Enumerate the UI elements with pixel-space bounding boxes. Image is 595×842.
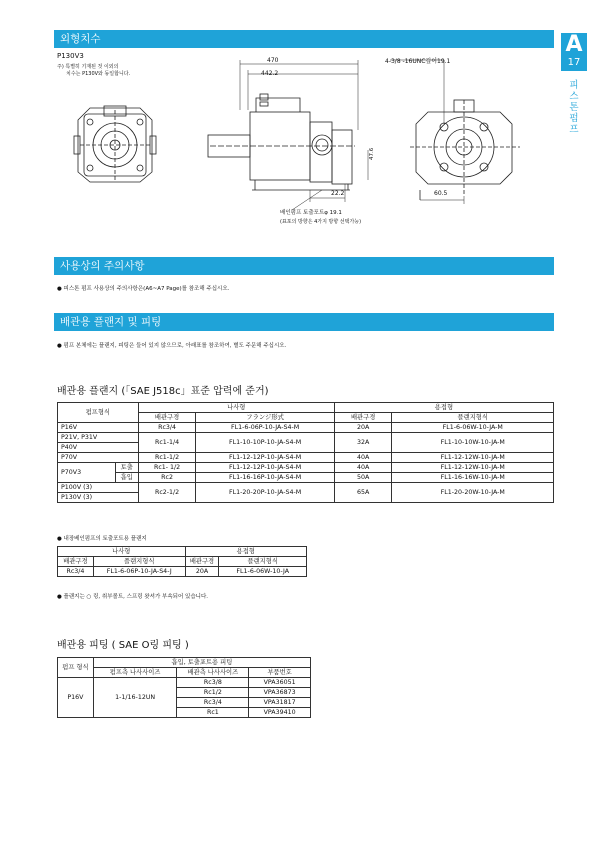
h-weld: 용접형 — [334, 403, 553, 413]
piping-text: ● 펌프 본체에는 플랜지, 피팅은 들어 있지 않으므로, 아래표를 참조하여, 별도 주문해 주십시오. — [57, 343, 287, 349]
h-pipe-side: 배관측 나사사이즈 — [177, 668, 249, 678]
h-pump: 펌프형식 — [58, 403, 139, 423]
cell-screw-port: Rc1-1/4 — [138, 433, 196, 453]
cell-weld-port: 32A — [334, 433, 392, 453]
cell-pipe-thread: Rc1 — [177, 708, 249, 718]
table-row — [58, 423, 554, 433]
flange-title: 배관용 플랜지 (「SAE J518c」표준 압력에 준거) — [57, 386, 269, 397]
cell-pipe-thread: Rc1/2 — [177, 688, 249, 698]
fitting-title: 배관용 피팅 ( SAE O링 피팅 ) — [57, 640, 189, 651]
chapter-label — [566, 80, 582, 135]
cell-screw-flange: FL1-16-16P-10-JA-S4-M — [196, 473, 334, 483]
h-part: 부품번호 — [249, 668, 311, 678]
cell-pump: P70V3 — [58, 463, 116, 483]
rear-view — [410, 100, 520, 200]
dim-442-2: 442.2 — [261, 70, 279, 77]
cell-weld-port: 40A — [334, 453, 392, 463]
h-screw-port: 배관구경 — [58, 557, 94, 567]
cell-part: VPA36873 — [249, 688, 311, 698]
cell-pump: P70V — [58, 453, 139, 463]
section-outline-bar — [54, 30, 554, 48]
cell-screw-port: Rc2 — [138, 473, 196, 483]
flange-footnote: ● 플랜지는 ○ 링, 취부볼트, 스프링 왓셔가 부속되어 있습니다. — [57, 594, 209, 600]
cell-pipe-thread: Rc3/4 — [177, 698, 249, 708]
h-weld-port: 배관구경 — [334, 413, 392, 423]
table-row — [58, 567, 307, 577]
h-weld-port: 배관구경 — [185, 557, 219, 567]
cell-port-type: 흡입 — [115, 473, 138, 483]
chapter-tab — [561, 33, 587, 71]
h-screw: 나사형 — [138, 403, 334, 413]
cell-weld-flange: FL1-20-20W-10-JA-M — [392, 483, 554, 503]
cell-screw-flange: FL1-12-12P-10-JA-S4-M — [196, 463, 334, 473]
h-pump-side: 펌프측 나사사이즈 — [93, 668, 177, 678]
front-view — [74, 106, 156, 182]
flange-table — [57, 402, 554, 503]
cell-screw-port: Rc3/4 — [58, 567, 94, 577]
cell-screw-flange: FL1-12-12P-10-JA-S4-M — [196, 453, 334, 463]
h-pump: 펌프 형식 — [58, 658, 94, 678]
outline-note-2: 치수는 P130V와 동일합니다. — [66, 71, 131, 77]
cell-weld-flange: FL1-10-10W-10-JA-M — [392, 433, 554, 453]
h-screw: 나사형 — [58, 547, 186, 557]
table-row — [58, 433, 554, 443]
cell-screw-port: Rc2-1/2 — [138, 483, 196, 503]
cell-weld-port: 20A — [185, 567, 219, 577]
cell-screw-flange: FL1-10-10P-10-JA-S4-M — [196, 433, 334, 453]
table-row — [58, 473, 554, 483]
cell-pump: P16V — [58, 423, 139, 433]
cell-pipe-thread: Rc3/8 — [177, 678, 249, 688]
cell-pump: P130V (3) — [58, 493, 139, 503]
drain-port-label: 배인펌프 토출포트φ 19.1 — [280, 210, 342, 216]
h-screw-port: 배관구경 — [138, 413, 196, 423]
dim-470: 470 — [267, 57, 279, 64]
h-weld-flange: 플랜지형식 — [392, 413, 554, 423]
cell-screw-flange: FL1-6-06P-10-JA-S4-J — [93, 567, 185, 577]
h-weld-flange: 플랜지형식 — [219, 557, 307, 567]
cell-part: VPA36051 — [249, 678, 311, 688]
cell-pump: P100V (3) — [58, 483, 139, 493]
cell-screw-port: Rc1-1/2 — [138, 453, 196, 463]
precautions-text: ● 피스톤 펌프 사용상의 주의사항은(A6~A7 Page)를 참조해 주십시오. — [57, 286, 230, 292]
cell-pump: P40V — [58, 443, 139, 453]
cell-pump-thread: 1-1/16-12UN — [93, 678, 177, 718]
outline-note-1: 주) 특별히 기재된 것 이외의 — [57, 64, 119, 70]
section-piping-bar — [54, 313, 554, 331]
table-row — [58, 483, 554, 493]
cell-weld-port: 50A — [334, 473, 392, 483]
page-number: 17 — [567, 57, 581, 68]
section-precautions-title: 사용상의 주의사항 — [60, 260, 145, 272]
chapter-label-text: 피스톤펌프 — [569, 80, 579, 135]
cell-pump: P16V — [58, 678, 94, 718]
model-label: P130V3 — [57, 52, 84, 60]
h-weld: 용접형 — [185, 547, 306, 557]
section-piping-title: 배관용 플랜지 및 피팅 — [60, 316, 162, 328]
cell-weld-port: 40A — [334, 463, 392, 473]
cell-weld-flange: FL1-12-12W-10-JA-M — [392, 453, 554, 463]
cell-part: VPA31817 — [249, 698, 311, 708]
section-outline-title: 외형치수 — [60, 33, 101, 45]
cell-weld-flange: FL1-6-06W-10-JA-M — [392, 423, 554, 433]
cell-port-type: 토출 — [115, 463, 138, 473]
chapter-letter: A — [565, 32, 583, 57]
cell-weld-port: 20A — [334, 423, 392, 433]
cell-screw-flange: FL1-6-06P-10-JA-S4-M — [196, 423, 334, 433]
cell-screw-flange: FL1-20-20P-10-JA-S4-M — [196, 483, 334, 503]
vane-note: ● 내장베인펌프의 토출포트용 플랜지 — [57, 536, 147, 542]
dim-47-6: 47.6 — [369, 147, 375, 160]
cell-weld-port: 65A — [334, 483, 392, 503]
cell-part: VPA39410 — [249, 708, 311, 718]
dim-60-5: 60.5 — [434, 190, 448, 197]
cell-weld-flange: FL1-6-06W-10-JA — [219, 567, 307, 577]
fitting-table — [57, 657, 311, 718]
vane-flange-table — [57, 546, 307, 577]
h-screw-flange: 플랜지형식 — [93, 557, 185, 567]
cell-weld-flange: FL1-16-16W-10-JA-M — [392, 473, 554, 483]
h-group: 흡입, 토출포트용 피팅 — [93, 658, 310, 668]
table-row — [58, 678, 311, 688]
dim-thread: 4-3/8 -16UNC깊이19.1 — [385, 58, 451, 65]
table-row — [58, 463, 554, 473]
drain-port-note: (표포의 방향은 4가지 방향 선택가능) — [280, 219, 362, 225]
cell-screw-port: Rc3/4 — [138, 423, 196, 433]
cell-weld-flange: FL1-12-12W-10-JA-M — [392, 463, 554, 473]
cell-pump: P21V, P31V — [58, 433, 139, 443]
section-precautions-bar — [54, 257, 554, 275]
dim-22-2: 22.2 — [331, 190, 345, 197]
table-row — [58, 453, 554, 463]
side-view — [208, 94, 355, 190]
h-screw-flange: フランジ形式 — [196, 413, 334, 423]
cell-screw-port: Rc1- 1/2 — [138, 463, 196, 473]
